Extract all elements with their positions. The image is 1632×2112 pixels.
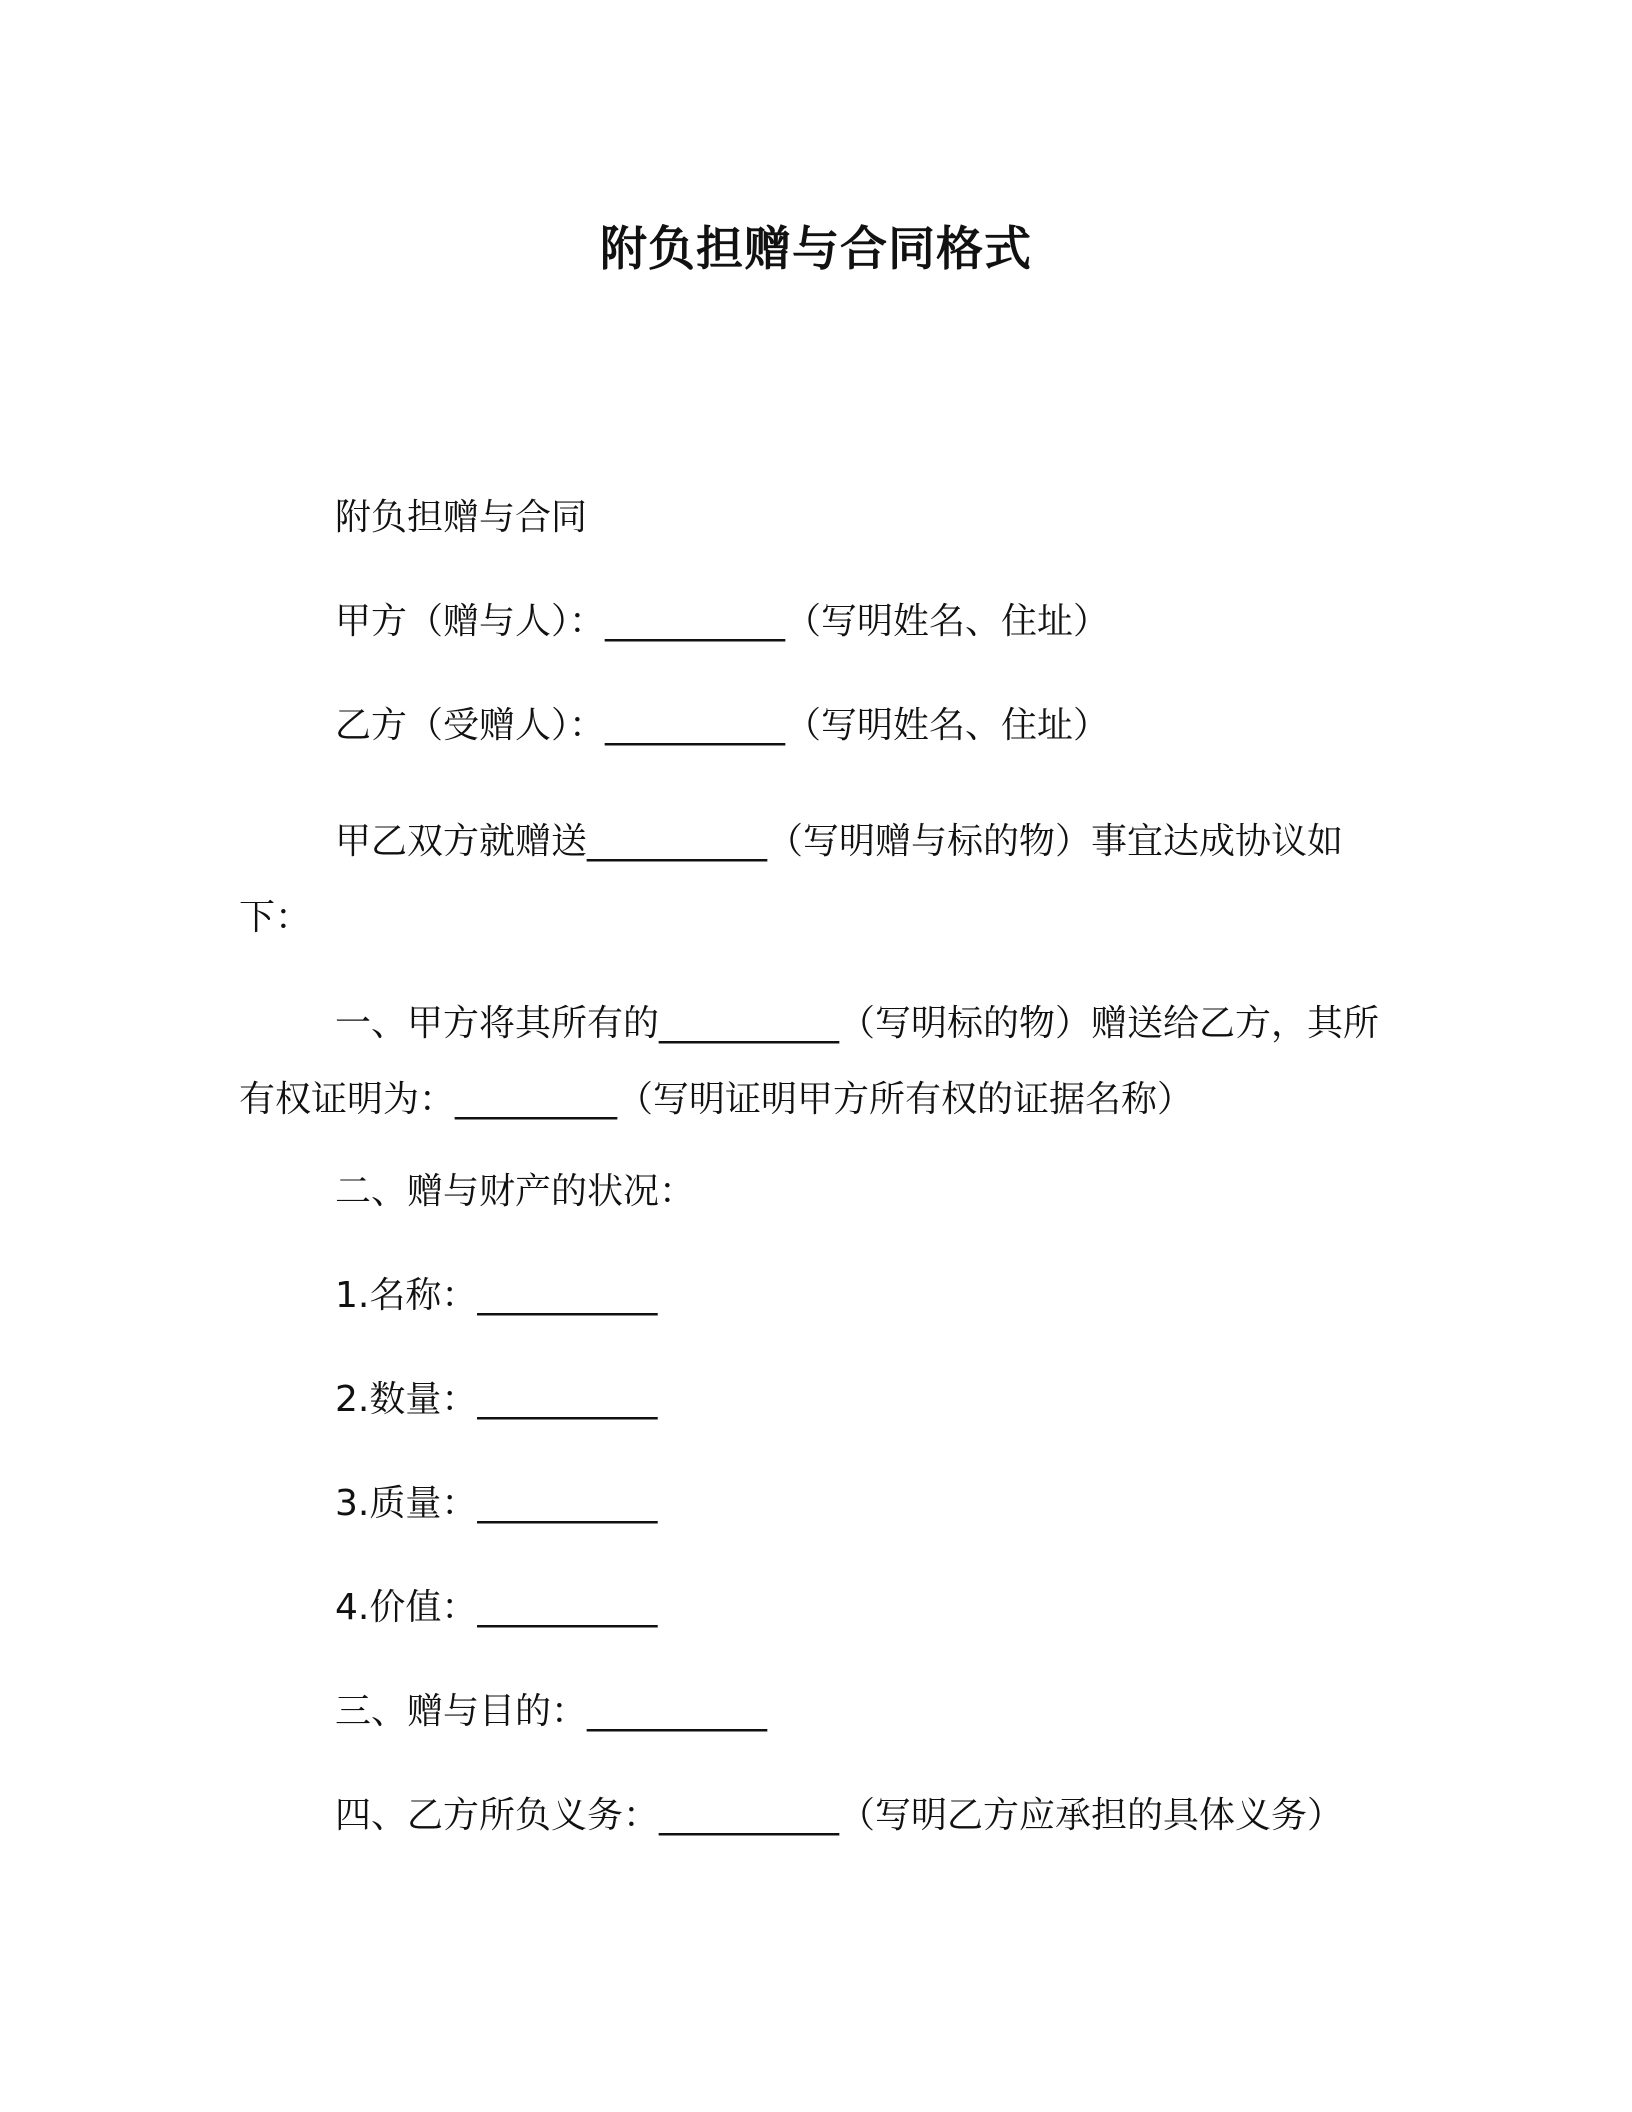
contract-heading: 附负担赠与合同 <box>335 497 588 538</box>
property-quality-line: 3.质量：__________ <box>335 1483 658 1524</box>
clause-four: 四、乙方所负义务：__________（写明乙方应承担的具体义务） <box>335 1795 1344 1836</box>
clause-one: 一、甲方将其所有的__________（写明标的物）赠送给乙方，其所有权证明为：_________（写明证明甲方所有权的证据名称） <box>239 1003 1380 1120</box>
document-title: 附负担赠与合同格式 <box>600 222 1032 277</box>
clause-three: 三、赠与目的：__________ <box>335 1691 768 1732</box>
property-name-line: 1.名称：__________ <box>335 1275 658 1316</box>
party-b-line: 乙方（受赠人）：__________（写明姓名、住址） <box>335 705 1110 746</box>
property-quantity-line: 2.数量：__________ <box>335 1379 658 1420</box>
property-value-line: 4.价值：__________ <box>335 1587 658 1628</box>
clause-two-heading: 二、赠与财产的状况： <box>335 1171 696 1212</box>
party-a-line: 甲方（赠与人）：__________（写明姓名、住址） <box>335 601 1110 642</box>
agreement-intro: 甲乙双方就赠送__________（写明赠与标的物）事宜达成协议如下： <box>239 821 1344 938</box>
